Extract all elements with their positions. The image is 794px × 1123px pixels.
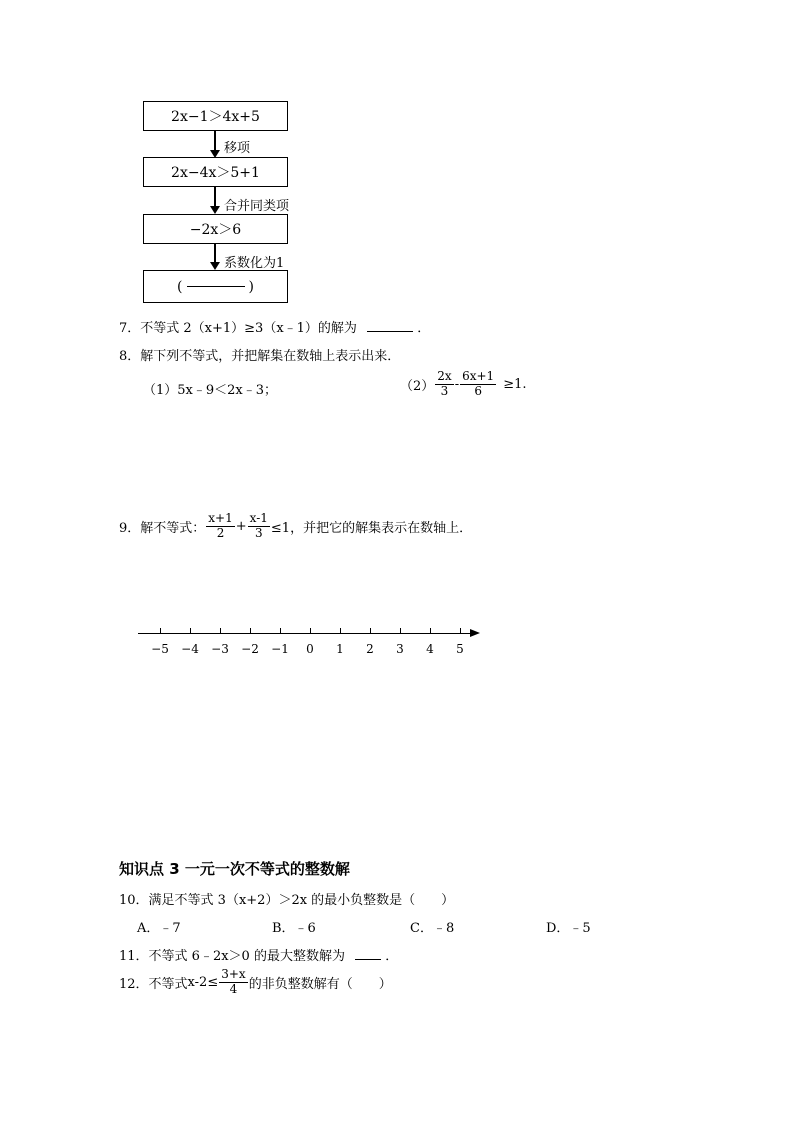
flow-box-3-text: −2x＞6 xyxy=(189,222,242,238)
number-line-tick xyxy=(310,628,311,634)
question-7-blank[interactable] xyxy=(367,331,413,332)
number-line-tick xyxy=(280,628,281,634)
flow-arrowhead-2 xyxy=(210,206,220,214)
question-8-part-1: （1）5x﹣9＜2x﹣3； xyxy=(143,383,278,398)
question-9 xyxy=(119,512,472,541)
question-9-fraction-1 xyxy=(206,512,234,541)
flow-box-3 xyxy=(143,214,288,244)
number-line-tick xyxy=(340,628,341,634)
fraction-denominator: 2 xyxy=(216,525,225,540)
fraction-denominator: 3 xyxy=(254,525,263,540)
question-11 xyxy=(119,945,398,964)
fraction-numerator: x-1 xyxy=(249,511,268,525)
number-line-tick-label: 1 xyxy=(336,642,344,656)
question-8-fraction-1 xyxy=(435,370,453,399)
question-12-suffix: 的非负整数解有（ ） xyxy=(248,976,392,992)
fraction-numerator: 2x xyxy=(437,369,452,383)
question-12 xyxy=(119,968,392,997)
question-9-suffix: ≤1，并把它的解集表示在数轴上． xyxy=(270,520,473,536)
number-line-tick xyxy=(460,628,461,634)
question-10-option-d[interactable]: D．﹣5 xyxy=(546,921,591,936)
fraction-denominator: 6 xyxy=(474,383,482,398)
number-line-tick xyxy=(190,628,191,634)
flow-arrowhead-3 xyxy=(210,262,220,270)
question-12-fraction xyxy=(219,968,247,997)
number-line-tick-label: −1 xyxy=(271,642,289,656)
flow-box-4-blank[interactable] xyxy=(187,286,245,287)
question-7 xyxy=(119,317,430,336)
flow-arrow-2 xyxy=(214,187,216,207)
question-12-prefix: 12．不等式 xyxy=(119,976,188,992)
number-line-tick-label: 4 xyxy=(426,642,434,656)
flow-step-3-label: 系数化为1 xyxy=(224,256,285,271)
number-line-tick xyxy=(160,628,161,634)
flow-box-4-close: ) xyxy=(248,278,254,295)
question-8-text: 8．解下列不等式，并把解集在数轴上表示出来． xyxy=(119,349,401,364)
flow-step-2-label: 合并同类项 xyxy=(224,199,290,214)
fraction-numerator: 6x+1 xyxy=(462,369,495,383)
flow-box-2 xyxy=(143,157,288,187)
question-10-text: 10．满足不等式 3（x+2）＞2x 的最小负整数是（ ） xyxy=(119,893,455,908)
flow-box-4 xyxy=(143,270,288,303)
fraction-denominator: 4 xyxy=(229,981,238,996)
number-line-arrow-icon xyxy=(470,629,480,637)
number-line-tick-label: 3 xyxy=(396,642,404,656)
question-11-text: 11．不等式 6﹣2x＞0 的最大整数解为 xyxy=(119,949,345,964)
number-line-tick xyxy=(220,628,221,634)
number-line-tick-label: 2 xyxy=(366,642,374,656)
plus-sign: + xyxy=(235,518,247,534)
flow-box-1-text: 2x−1＞4x+5 xyxy=(171,109,260,125)
question-9-fraction-2 xyxy=(248,512,270,541)
number-line-tick xyxy=(370,628,371,634)
question-8-part-2-suffix: ≥1. xyxy=(503,376,527,392)
number-line-tick-label: 5 xyxy=(456,642,464,656)
number-line-axis xyxy=(138,633,472,634)
question-10-option-c[interactable]: C．﹣8 xyxy=(410,921,455,936)
flow-arrow-1 xyxy=(214,131,216,150)
question-8-part-2 xyxy=(400,370,526,399)
minus-sign: - xyxy=(454,376,460,392)
number-line-tick-label: −4 xyxy=(181,642,199,656)
flow-box-4-open: ( xyxy=(177,278,183,295)
question-11-blank[interactable] xyxy=(355,959,381,960)
number-line-tick xyxy=(250,628,251,634)
fraction-denominator: 3 xyxy=(440,383,449,398)
question-11-tail: ． xyxy=(385,949,399,964)
number-line-tick-label: −2 xyxy=(241,642,259,656)
flow-arrow-3 xyxy=(214,244,216,263)
question-10-option-b[interactable]: B．﹣6 xyxy=(272,921,316,936)
question-10-option-a[interactable]: A．﹣7 xyxy=(137,921,181,936)
question-7-text: 7．不等式 2（x+1）≥3（x﹣1）的解为 xyxy=(119,321,357,336)
number-line-tick xyxy=(400,628,401,634)
question-8-fraction-2 xyxy=(460,370,496,399)
question-12-lhs: x-2≤ xyxy=(187,974,219,990)
number-line-tick-label: 0 xyxy=(306,642,314,656)
question-8-part-2-prefix: （2） xyxy=(400,378,435,394)
flow-step-1-label: 移项 xyxy=(224,141,251,156)
number-line-tick-label: −3 xyxy=(211,642,229,656)
section-heading: 知识点 3 一元一次不等式的整数解 xyxy=(119,860,350,878)
fraction-numerator: x+1 xyxy=(208,511,233,525)
flow-box-2-text: 2x−4x＞5+1 xyxy=(171,165,260,181)
question-9-prefix: 9．解不等式： xyxy=(119,520,206,536)
number-line-tick-label: −5 xyxy=(151,642,169,656)
number-line-tick xyxy=(430,628,431,634)
flow-box-1 xyxy=(143,101,288,131)
fraction-numerator: 3+x xyxy=(221,967,246,981)
question-7-tail: ． xyxy=(417,321,431,336)
